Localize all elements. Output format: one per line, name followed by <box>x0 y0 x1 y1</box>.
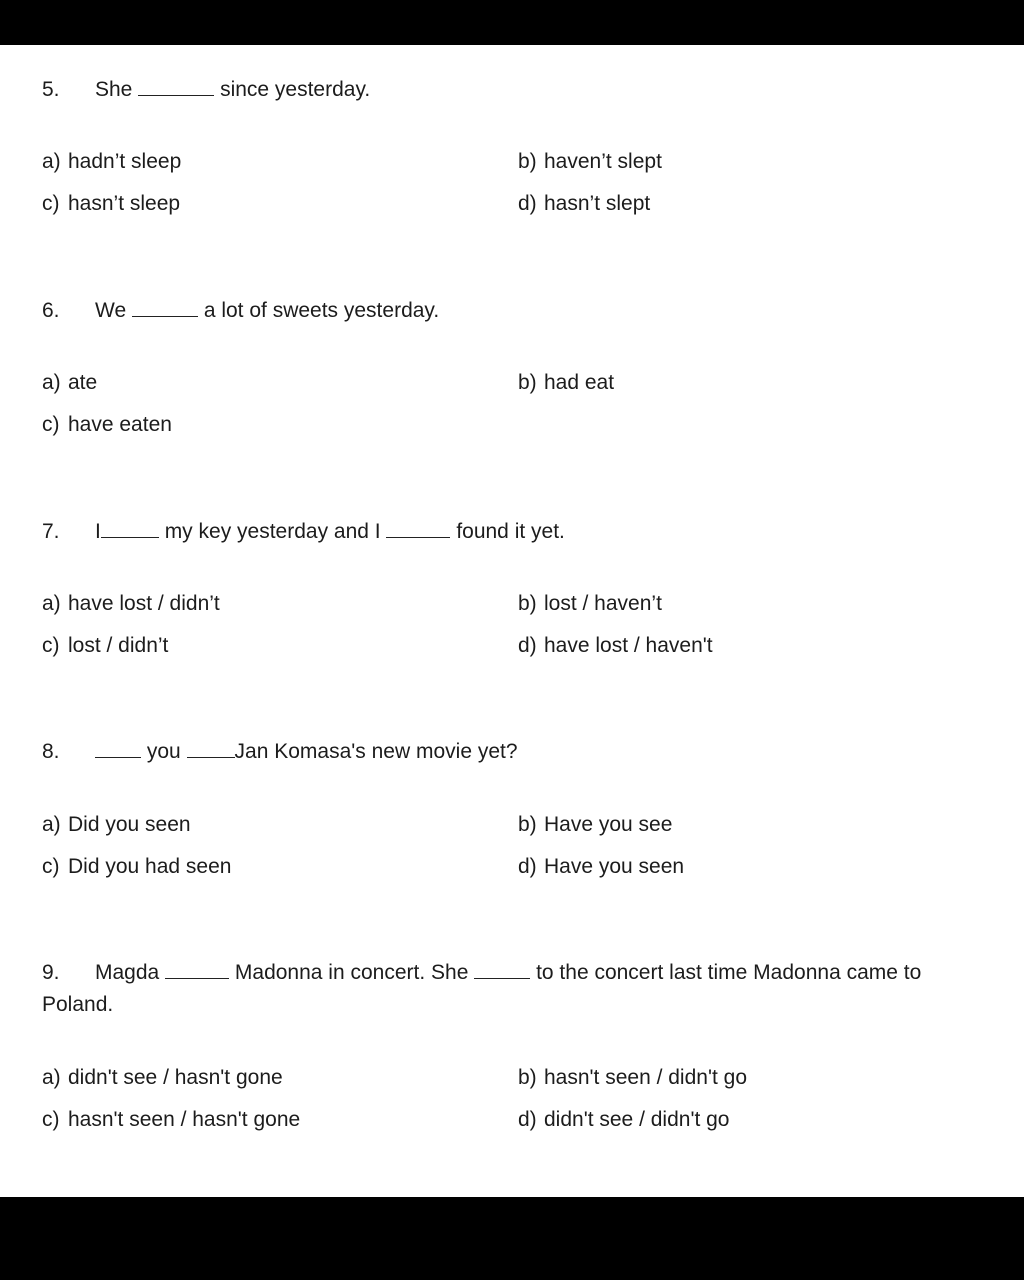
option-c[interactable]: c) Did you had seen <box>42 855 232 878</box>
answer-blank <box>187 737 235 758</box>
option-b[interactable]: b) lost / haven’t <box>518 592 662 615</box>
question-number: 5. <box>42 78 60 101</box>
option-b[interactable]: b) haven’t slept <box>518 150 662 173</box>
question-text: Magda Madonna in concert. She to the concert last time Madonna came to <box>95 957 921 989</box>
question-number: 7. <box>42 520 60 543</box>
option-d[interactable]: d) Have you seen <box>518 855 685 878</box>
option-a[interactable]: a) Did you seen <box>42 813 191 836</box>
answer-blank <box>138 75 214 96</box>
option-a[interactable]: a) didn't see / hasn't gone <box>42 1066 283 1089</box>
option-d[interactable]: d) hasn’t slept <box>518 192 651 215</box>
answer-blank <box>474 958 530 979</box>
question-number: 8. <box>42 740 60 763</box>
question-text: I my key yesterday and I found it yet. <box>95 516 565 548</box>
option-a[interactable]: a) have lost / didn’t <box>42 592 220 615</box>
answer-blank <box>95 737 141 758</box>
option-c[interactable]: c) have eaten <box>42 413 172 436</box>
option-b[interactable]: b) had eat <box>518 371 615 394</box>
answer-blank <box>132 296 198 317</box>
question-text: We a lot of sweets yesterday. <box>95 295 439 327</box>
question-text: She since yesterday. <box>95 74 370 106</box>
option-b[interactable]: b) Have you see <box>518 813 673 836</box>
question-continuation: Poland. <box>42 993 114 1016</box>
answer-blank <box>386 517 450 538</box>
question-number: 9. <box>42 961 60 984</box>
option-c[interactable]: c) hasn't seen / hasn't gone <box>42 1108 301 1131</box>
option-d[interactable]: d) have lost / haven't <box>518 634 713 657</box>
option-c[interactable]: c) hasn’t sleep <box>42 192 181 215</box>
option-a[interactable]: a) hadn’t sleep <box>42 150 182 173</box>
answer-blank <box>165 958 229 979</box>
answer-blank <box>101 517 159 538</box>
question-number: 6. <box>42 299 60 322</box>
option-a[interactable]: a) ate <box>42 371 98 394</box>
worksheet-page <box>0 45 1024 1197</box>
option-b[interactable]: b) hasn't seen / didn't go <box>518 1066 747 1089</box>
option-d[interactable]: d) didn't see / didn't go <box>518 1108 730 1131</box>
question-text: you Jan Komasa's new movie yet? <box>95 736 518 768</box>
option-c[interactable]: c) lost / didn’t <box>42 634 169 657</box>
